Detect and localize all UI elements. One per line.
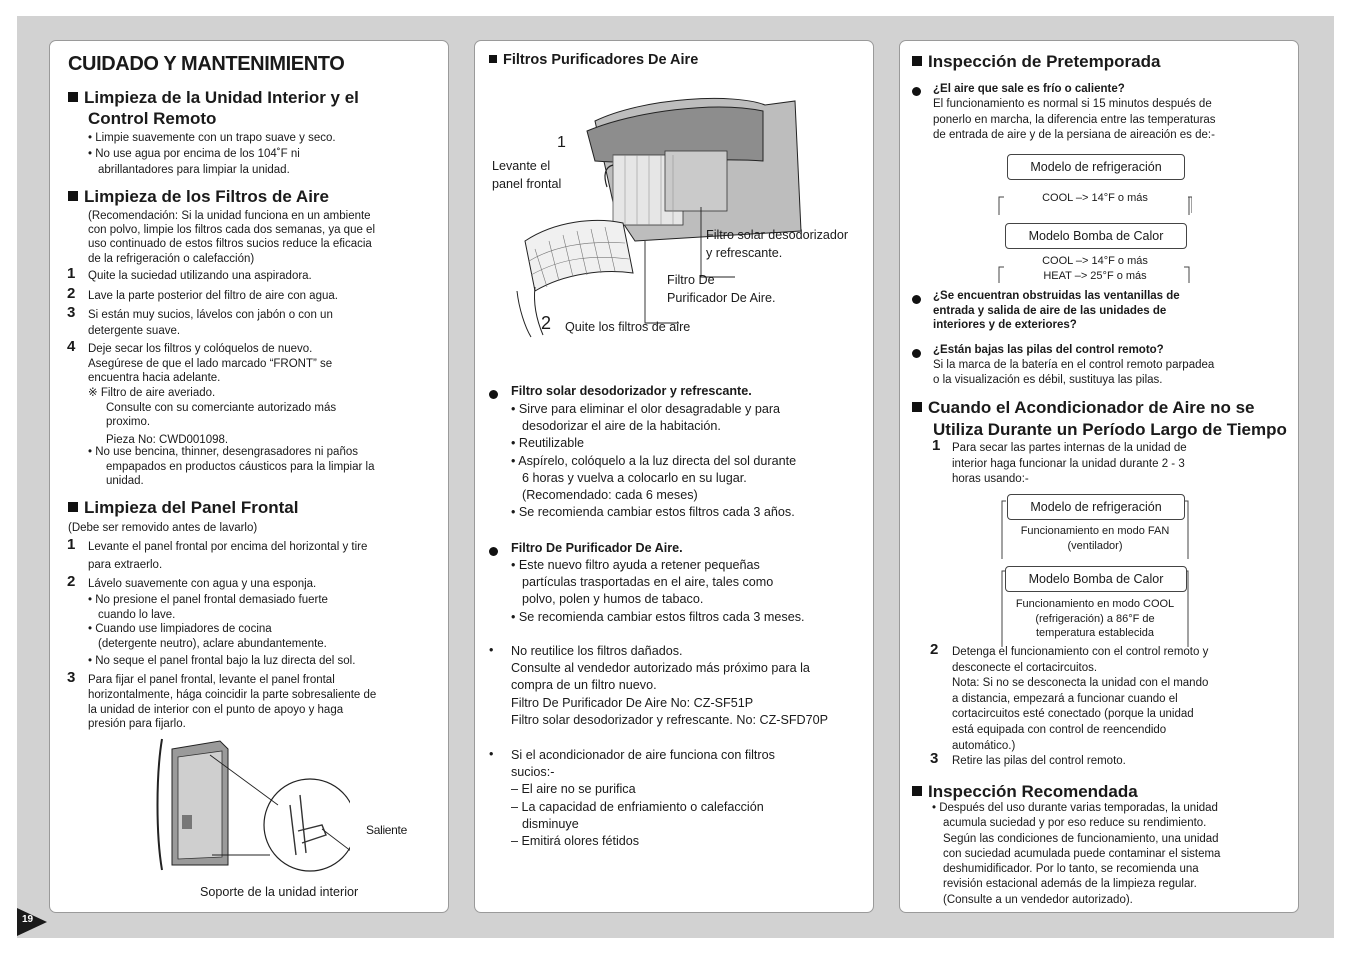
indoor-unit-support-illustration: [150, 735, 350, 875]
step-text: Para fijar el panel frontal, levante el panel frontal horizontalmente, hága coincidir la parte sobresaliente de la unidad de interior con el punto de apoyo y haga presión para fijarlo.: [88, 674, 377, 731]
warning-bullet: • No use bencina, thinner, desengrasadores ni paños empapados en productos cáusticos para la limpiar la unidad.: [88, 446, 375, 487]
filtro-solar-text: • Sirve para eliminar el olor desagradable y para desodorizar el aire de la habitación. • Reutilizable • Aspírelo, colóquelo a la luz directa del sol durante 6 horas y vuelva a colocarlo en su lugar. (Recomendado: cada 6 meses) • Se recomienda cambiar estos filtros cada 3 años.: [511, 402, 797, 520]
heading-filtros-purificadores: Filtros Purificadores De Aire: [489, 52, 698, 68]
bullet: • No use agua por encima de los 104˚F ni: [88, 148, 300, 160]
dirty-filters-text: Si el acondicionador de aire funciona con filtros sucios:- – El aire no se purifica – La capacidad de enfriamiento o calefacción disminuye – Emitirá olores fétidos: [511, 748, 775, 849]
page-number: 19: [22, 914, 34, 925]
step-number: 1: [932, 437, 941, 454]
box-modelo-bomba-calor: Modelo Bomba de Calor: [1005, 223, 1187, 249]
step-number: 2: [930, 641, 939, 658]
reuse-text: No reutilice los filtros dañados. Consulte al vendedor autorizado más próximo para la compra de un filtro nuevo. Filtro De Purificador De Aire No: CZ-SF51P Filtro solar desodorizador y refrescante. No: CZ-SFD70P: [511, 644, 829, 727]
label-saliente: Saliente: [366, 823, 407, 837]
heading-periodo-largo: Cuando el Acondicionador de Aire no se: [912, 397, 1255, 418]
answer-frio-caliente: El funcionamiento es normal si 15 minutos después de ponerlo en marcha, la diferencia entre las temperaturas de entrada de aire y de la persiana de aireación es de:-: [933, 98, 1216, 141]
heading-inspeccion-recomendada: Inspección Recomendada: [912, 781, 1138, 802]
step-text: Deje secar los filtros y colóquelos de nuevo. Asegúrese de que el lado marcado “FRONT” se encuentra hacia adelante.: [88, 343, 333, 384]
label-levante: Levante el panel frontal: [492, 159, 562, 191]
bullet: • Limpie suavemente con un trapo suave y seco.: [88, 132, 336, 144]
step-number: 4: [67, 338, 76, 355]
answer-pilas: Si la marca de la batería en el control remoto parpadea o la visualización es débil, sustituya las pilas.: [933, 359, 1215, 386]
step-number-1: 1: [557, 134, 566, 151]
bullet-cont: abrillantadores para limpiar la unidad.: [98, 164, 290, 176]
step-number-2: 2: [541, 313, 552, 333]
bullet-dot: [912, 345, 921, 363]
heading-panel-frontal: Limpieza del Panel Frontal: [68, 497, 298, 518]
cool-value: COOL –> 14°F o más: [1042, 192, 1148, 204]
step-text: Para secar las partes internas de la unidad de interior haga funcionar la unidad durante 2 - 3 horas usando:-: [952, 442, 1187, 485]
bullets: • No presione el panel frontal demasiado fuerte cuando lo lave. • Cuando use limpiadores de cocina (detergente neutro), aclare abundantemente. • No seque el panel frontal bajo la luz directa del sol.: [88, 594, 356, 667]
heading-pretemporada: Inspección de Pretemporada: [912, 51, 1160, 72]
step-text: Lave la parte posterior del filtro de aire con agua.: [88, 290, 338, 302]
step-text: para extraerlo.: [88, 559, 163, 571]
question-pilas: ¿Están bajas las pilas del control remoto?: [933, 344, 1164, 356]
heading-filtro-purificador: Filtro De Purificador De Aire.: [511, 541, 683, 555]
label-soporte: Soporte de la unidad interior: [200, 885, 359, 899]
inspeccion-recomendada-text: • Después del uso durante varias temporadas, la unidad acumula suciedad y por eso reduce su rendimiento. Según las condiciones de funcionamiento, una unidad con suciedad acumulada puede contaminar el sistema deshumidificador. Por lo tanto, se recomienda una revisión estacional además de la limpieza regular. (Consulte a un vendedor autorizado).: [932, 802, 1221, 906]
step-text: Lávelo suavemente con agua y una esponja.: [88, 578, 317, 590]
heat-pump-values: COOL –> 14°F o más HEAT –> 25°F o más: [1042, 255, 1148, 282]
question-obstruidas: ¿Se encuentran obstruidas las ventanillas de entrada y salida de aire de las unidades de interiores y de exteriores?: [933, 290, 1180, 331]
panel-inspeccion: [899, 40, 1299, 913]
step-text: Detenga el funcionamiento con el control remoto y desconecte el cortacircuitos. Nota: Si no se desconecta la unidad con el mando a distancia, empezará a funcionar cuando el cortacircuitos esté conectado (porque la unidad está equipada con control de reencendido automático.): [952, 646, 1209, 752]
page-title: CUIDADO Y MANTENIMIENTO: [68, 53, 345, 75]
recommendation: (Recomendación: Si la unidad funciona en un ambiente con polvo, limpie los filtros cada dos semanas, ya que el uso continuado de estos filtros sucios reduce la eficacia de la refrigeración o calefacción): [88, 210, 376, 265]
step-number: 1: [67, 265, 76, 282]
cool-mode-text: Funcionamiento en modo COOL (refrigeración) a 86°F de temperatura establecida: [1015, 598, 1175, 639]
panel-filtros: [474, 40, 874, 913]
panel-cuidado: [49, 40, 449, 913]
question-frio-caliente: ¿El aire que sale es frío o caliente?: [933, 83, 1125, 95]
step-text: detergente suave.: [88, 325, 181, 337]
label-filtro-solar: Filtro solar desodorizador y refrescante.: [706, 228, 849, 260]
heading-filtro-solar: Filtro solar desodorizador y refrescante.: [511, 384, 752, 398]
heading-limpieza-unidad-2: Control Remoto: [88, 109, 217, 128]
heading-periodo-largo-2: Utiliza Durante un Período Largo de Tiempo: [933, 420, 1287, 439]
bullet: •: [489, 643, 494, 657]
bullet-dot: [489, 543, 498, 561]
box-modelo-bomba-calor-2: Modelo Bomba de Calor: [1005, 566, 1187, 592]
box-modelo-refrigeracion: Modelo de refrigeración: [1007, 154, 1185, 180]
heading-limpieza-unidad: Limpieza de la Unidad Interior y el: [68, 87, 359, 108]
label-filtro-purificador: Filtro De Purificador De Aire.: [667, 273, 776, 305]
step-number: 1: [67, 536, 76, 553]
bullet-dot: [489, 386, 498, 404]
heading-filtros: Limpieza de los Filtros de Aire: [68, 186, 329, 207]
bullet: •: [489, 747, 494, 761]
step-text: Si están muy sucios, lávelos con jabón o con un: [88, 309, 333, 321]
subheading: (Debe ser removido antes de lavarlo): [68, 522, 258, 534]
note: ※ Filtro de aire averiado. Consulte con su comerciante autorizado más proximo. Pieza No: CWD001098.: [88, 387, 337, 446]
step-number: 2: [67, 573, 76, 590]
step-number: 3: [67, 669, 76, 686]
box-modelo-refrigeracion-2: Modelo de refrigeración: [1007, 494, 1185, 520]
step-text: Quite la suciedad utilizando una aspiradora.: [88, 270, 312, 282]
bullet-dot: [912, 291, 921, 309]
bullet-dot: [912, 83, 921, 101]
step-text: Levante el panel frontal por encima del horizontal y tire: [88, 541, 368, 553]
step-text: Retire las pilas del control remoto.: [952, 755, 1126, 767]
fan-mode-text: Funcionamiento en modo FAN (ventilador): [1020, 525, 1170, 552]
step-number: 3: [930, 750, 939, 767]
step-number: 3: [67, 304, 76, 321]
filtro-purificador-text: • Este nuevo filtro ayuda a retener pequeñas partículas trasportadas en el aire, tales como polvo, polen y humos de tabaco. • Se recomienda cambiar estos filtros cada 3 meses.: [511, 558, 805, 624]
step-number: 2: [67, 285, 76, 302]
label-quite: Quite los filtros de aire: [565, 320, 691, 334]
